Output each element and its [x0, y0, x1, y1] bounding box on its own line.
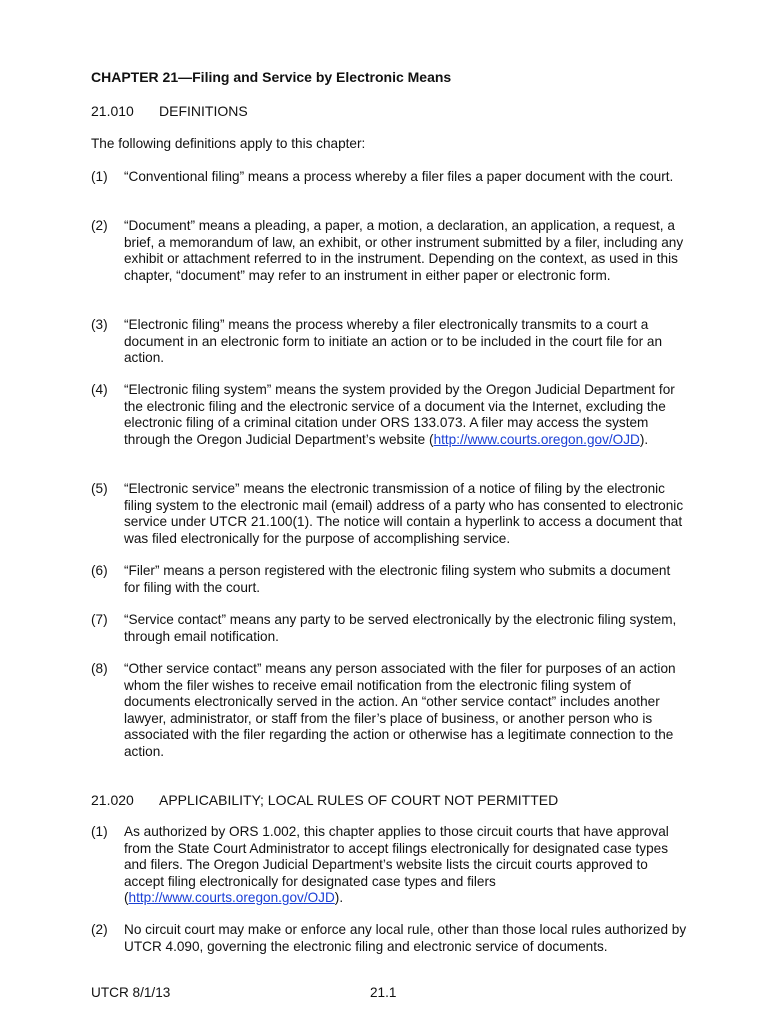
- footer-date: UTCR 8/1/13: [91, 985, 171, 1000]
- chapter-title: CHAPTER 21—Filing and Service by Electronic Means: [91, 69, 452, 85]
- item-number: (4): [91, 382, 108, 397]
- definition-item: [91, 218, 691, 284]
- item-number: (6): [91, 563, 108, 578]
- section-title: APPLICABILITY; LOCAL RULES OF COURT NOT PERMITTED: [159, 792, 559, 808]
- item-text: “Other service contact” means any person associated with the filer for purposes of an action whom the filer wishes to receive email notification from the electronic filing system of documents electronically served in the action. An “other service contact” includes another lawyer, administrator, or staff from the filer’s place of business, or another person who is associated with the filer regarding the action or otherwise has a legitimate connection to the action.: [124, 661, 676, 759]
- rule-item: [91, 922, 691, 955]
- section-intro: The following definitions apply to this chapter:: [91, 136, 366, 151]
- definition-item: [91, 382, 691, 448]
- rule-item: [91, 824, 691, 907]
- item-text-with-link: [124, 824, 689, 907]
- item-number: (2): [91, 218, 108, 233]
- item-text: As authorized by ORS 1.002, this chapter applies to those circuit courts that have approval from the State Court Administrator to accept filings electronically for designated case types and filers. The Oregon Judicial Department’s website lists the circuit courts approved to accept filing electronically for designated case types and filers (: [124, 824, 669, 905]
- ojd-website-link[interactable]: http://www.courts.oregon.gov/OJD: [433, 431, 640, 447]
- item-number: (1): [91, 169, 108, 184]
- item-text: “Electronic filing” means the process whereby a filer electronically transmits to a court a document in an electronic form to initiate an action or to be included in the court file for an action.: [124, 317, 663, 365]
- section-heading-21-010: [91, 103, 248, 119]
- item-number: (8): [91, 661, 108, 676]
- section-heading-21-020: [91, 792, 558, 808]
- item-number: (3): [91, 317, 108, 332]
- definition-item: [91, 317, 691, 367]
- ojd-website-link[interactable]: http://www.courts.oregon.gov/OJD: [128, 890, 335, 905]
- item-text-with-link: [124, 382, 689, 448]
- definition-item: [91, 169, 691, 186]
- item-text-tail: ).: [334, 890, 344, 905]
- item-text: “Service contact” means any party to be served electronically by the electronic filing system, through email notification.: [124, 612, 677, 644]
- page-number: 21.1: [370, 985, 397, 1000]
- item-text: “Conventional filing” means a process whereby a filer files a paper document with the court.: [124, 169, 674, 184]
- item-number: (2): [91, 922, 108, 937]
- item-number: (5): [91, 481, 108, 496]
- definition-item: [91, 481, 691, 547]
- section-title: DEFINITIONS: [159, 103, 248, 119]
- definition-item: [91, 661, 691, 760]
- definition-item: [91, 612, 691, 645]
- item-number: (1): [91, 824, 108, 839]
- item-text: No circuit court may make or enforce any local rule, other than those local rules authorized by UTCR 4.090, governing the electronic filing and electronic service of documents.: [124, 922, 687, 954]
- section-number: 21.010: [91, 103, 134, 119]
- item-number: (7): [91, 612, 108, 627]
- item-text: “Filer” means a person registered with the electronic filing system who submits a document for filing with the court.: [124, 563, 671, 595]
- item-text: “Electronic filing system” means the system provided by the Oregon Judicial Department for the electronic filing and the electronic service of a document via the Internet, excluding the electronic filing of a criminal citation under ORS 133.073. A filer may access the system through the Oregon Judicial Department’s website (: [124, 382, 675, 447]
- section-number: 21.020: [91, 792, 134, 808]
- item-text: “Document” means a pleading, a paper, a motion, a declaration, an application, a request, a brief, a memorandum of law, an exhibit, or other instrument submitted by a filer, including any exhibit or attachment referred to in the instrument. Depending on the context, as used in this chapter, “document” may refer to an instrument in either paper or electronic form.: [124, 218, 684, 283]
- item-text-tail: ).: [639, 431, 649, 447]
- definition-item: [91, 563, 691, 596]
- item-text: “Electronic service” means the electronic transmission of a notice of filing by the electronic filing system to the electronic mail (email) address of a party who has consented to electronic service under UTCR 21.100(1). The notice will contain a hyperlink to access a document that was filed electronically for the purpose of accomplishing service.: [124, 481, 684, 546]
